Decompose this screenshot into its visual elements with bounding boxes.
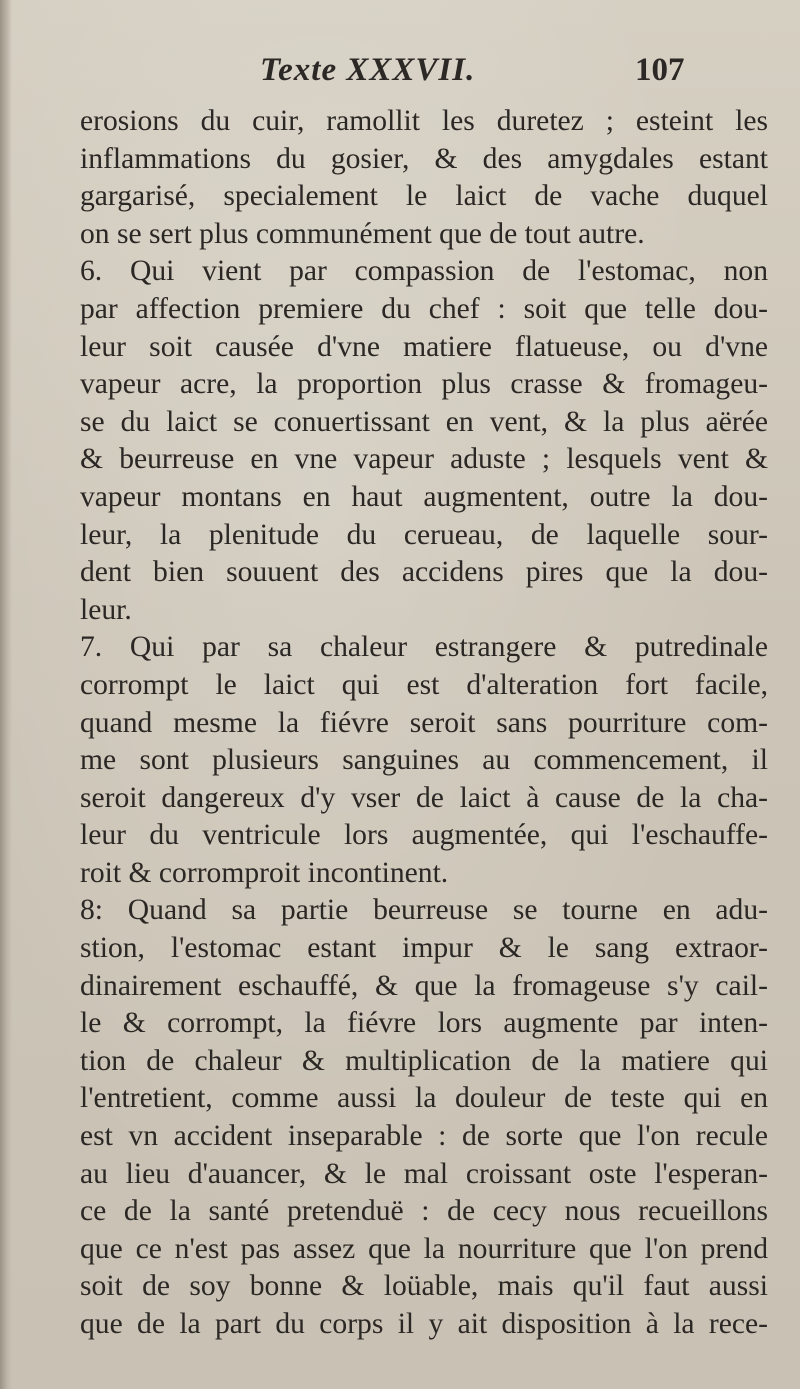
text-line: au lieu d'auancer, & le mal croissant oste l'esperan- [80, 1157, 768, 1190]
text-line: leur. [80, 593, 132, 626]
text-line: se du laict se conuertissant en vent, & la plus aërée [80, 405, 768, 438]
body-text [80, 103, 768, 1344]
page-header [250, 52, 770, 98]
text-line: 7. Qui par sa chaleur estrangere & putredinale [80, 631, 768, 664]
text-line: & beurreuse en vne vapeur aduste ; lesquels vent & [80, 443, 768, 476]
text-line: erosions du cuir, ramollit les duretez ; esteint les [80, 105, 768, 137]
text-line: que ce n'est pas assez que la nourriture que l'on prend [80, 1232, 768, 1265]
text-line: vapeur montans en haut augmentent, outre la dou- [80, 480, 768, 513]
text-line: inflammations du gosier, & des amygdales estant [80, 142, 768, 175]
text-line: est vn accident inseparable : de sorte que l'on recule [80, 1120, 768, 1153]
text-line: quand mesme la fiévre seroit sans pourriture com- [80, 706, 768, 739]
text-line: stion, l'estomac estant impur & le sang extraor- [80, 932, 768, 965]
page-number: 107 [635, 52, 685, 88]
text-line: dent bien souuent des accidens pires que la dou- [80, 556, 768, 589]
text-line: ce de la santé pretenduë : de cecy nous recueillons [80, 1195, 768, 1228]
text-line: 6. Qui vient par compassion de l'estomac, non [80, 255, 768, 288]
text-line: gargarisé, specialement le laict de vache duquel [80, 180, 768, 213]
text-line: leur soit causée d'vne matiere flatueuse, ou d'vne [80, 330, 768, 363]
text-line: on se sert plus communément que de tout autre. [80, 217, 645, 250]
text-line: le & corrompt, la fiévre lors augmente par inten- [80, 1007, 768, 1040]
text-line: tion de chaleur & multiplication de la matiere qui [80, 1044, 768, 1077]
running-title: Texte XXXVII. [260, 52, 476, 88]
text-line: 8: Quand sa partie beurreuse se tourne en adu- [80, 894, 768, 927]
text-line: dinairement eschauffé, & que la fromageuse s'y cail- [80, 969, 768, 1002]
text-line: corrompt le laict qui est d'alteration fort facile, [80, 668, 768, 701]
text-line: vapeur acre, la proportion plus crasse & fromageu- [80, 368, 768, 401]
text-line: seroit dangereux d'y vser de laict à cause de la cha- [80, 781, 768, 814]
text-line: me sont plusieurs sanguines au commencement, il [80, 744, 768, 777]
text-line: leur du ventricule lors augmentée, qui l'eschauffe- [80, 819, 768, 852]
page-edge-shadow [0, 0, 12, 1389]
text-line: roit & corromproit incontinent. [80, 856, 449, 889]
text-line: par affection premiere du chef : soit que telle dou- [80, 292, 768, 325]
text-line: l'entretient, comme aussi la douleur de teste qui en [80, 1082, 768, 1115]
text-line: que de la part du corps il y ait disposition à la rece- [80, 1308, 768, 1340]
text-line: soit de soy bonne & loüable, mais qu'il faut aussi [80, 1270, 768, 1303]
text-line: leur, la plenitude du cerueau, de laquelle sour- [80, 518, 768, 551]
